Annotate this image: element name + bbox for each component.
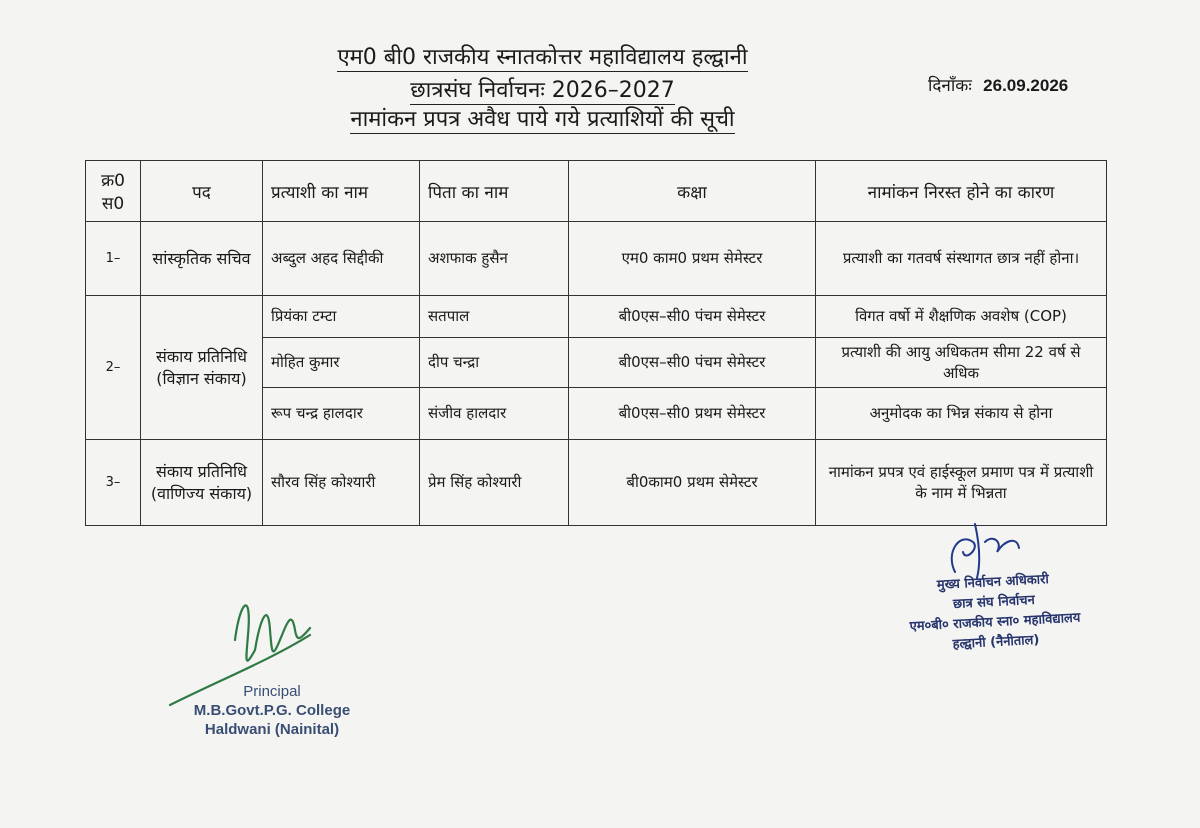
cell-father: दीप चन्द्रा xyxy=(420,338,569,388)
date-label: दिनाँकः xyxy=(928,76,972,96)
election-title: छात्रसंघ निर्वाचनः 2026–2027 xyxy=(410,78,675,103)
officer-line-2: छात्र संघ निर्वाचन xyxy=(952,593,1036,613)
principal-line-3: Haldwani (Nainital) xyxy=(204,720,340,738)
table-row xyxy=(86,222,1107,296)
header-father: पिता का नाम xyxy=(420,161,569,222)
officer-line-3: एम०बी० राजकीय स्ना० महाविद्यालय xyxy=(909,610,1081,635)
principal-stamp xyxy=(182,683,362,739)
cell-class: एम0 काम0 प्रथम सेमेस्टर xyxy=(569,222,816,296)
header-class: कक्षा xyxy=(569,161,816,222)
date-value: 26.09.2026 xyxy=(983,76,1069,95)
table-header-row xyxy=(86,161,1107,222)
officer-line-1: मुख्य निर्वाचन अधिकारी xyxy=(936,572,1050,593)
cell-name: रूप चन्द्र हालदार xyxy=(263,388,420,440)
cell-class: बी0एस–सी0 पंचम सेमेस्टर xyxy=(569,296,816,338)
header-post: पद xyxy=(141,161,263,222)
signature-stroke xyxy=(952,524,1019,578)
table-row xyxy=(86,296,1107,338)
cell-reason: प्रत्याशी की आयु अधिकतम सीमा 22 वर्ष से अधिक xyxy=(816,338,1107,388)
cell-father: संजीव हालदार xyxy=(420,388,569,440)
cell-reason: प्रत्याशी का गतवर्ष संस्थागत छात्र नहीं होना। xyxy=(816,222,1107,296)
cell-class: बी0काम0 प्रथम सेमेस्टर xyxy=(569,440,816,526)
cell-post: संकाय प्रतिनिधि (वाणिज्य संकाय) xyxy=(141,440,263,526)
cell-class: बी0एस–सी0 प्रथम सेमेस्टर xyxy=(569,388,816,440)
invalid-candidates-table xyxy=(85,160,1107,526)
principal-line-1: Principal xyxy=(243,683,301,700)
officer-line-4: हल्द्वानी (नैनीताल) xyxy=(952,633,1040,653)
cell-post: संकाय प्रतिनिधि (विज्ञान संकाय) xyxy=(141,296,263,440)
list-title: नामांकन प्रपत्र अवैध पाये गये प्रत्याशियों की सूची xyxy=(350,107,735,132)
date-block xyxy=(928,73,1068,96)
cell-name: अब्दुल अहद सिद्दीकी xyxy=(263,222,420,296)
cell-name: सौरव सिंह कोश्यारी xyxy=(263,440,420,526)
cell-sn: 3– xyxy=(86,440,141,526)
principal-line-2: M.B.Govt.P.G. College xyxy=(193,701,351,719)
header-sn: क्र0 स0 xyxy=(86,161,141,222)
cell-sn: 1– xyxy=(86,222,141,296)
header-reason: नामांकन निरस्त होने का कारण xyxy=(816,161,1107,222)
college-name: एम0 बी0 राजकीय स्नातकोत्तर महाविद्यालय हल्द्वानी xyxy=(337,45,748,70)
cell-name: प्रियंका टम्टा xyxy=(263,296,420,338)
header-name: प्रत्याशी का नाम xyxy=(263,161,420,222)
cell-name: मोहित कुमार xyxy=(263,338,420,388)
cell-reason: नामांकन प्रपत्र एवं हाईस्कूल प्रमाण पत्र में प्रत्याशी के नाम में भिन्नता xyxy=(816,440,1107,526)
cell-sn: 2– xyxy=(86,296,141,440)
cell-reason: अनुमोदक का भिन्न संकाय से होना xyxy=(816,388,1107,440)
cell-class: बी0एस–सी0 पंचम सेमेस्टर xyxy=(569,338,816,388)
election-officer-stamp xyxy=(870,567,1119,660)
cell-father: अशफाक हुसैन xyxy=(420,222,569,296)
cell-reason: विगत वर्षो में शैक्षणिक अवशेष (COP) xyxy=(816,296,1107,338)
cell-post: सांस्कृतिक सचिव xyxy=(141,222,263,296)
cell-father: सतपाल xyxy=(420,296,569,338)
cell-father: प्रेम सिंह कोश्यारी xyxy=(420,440,569,526)
